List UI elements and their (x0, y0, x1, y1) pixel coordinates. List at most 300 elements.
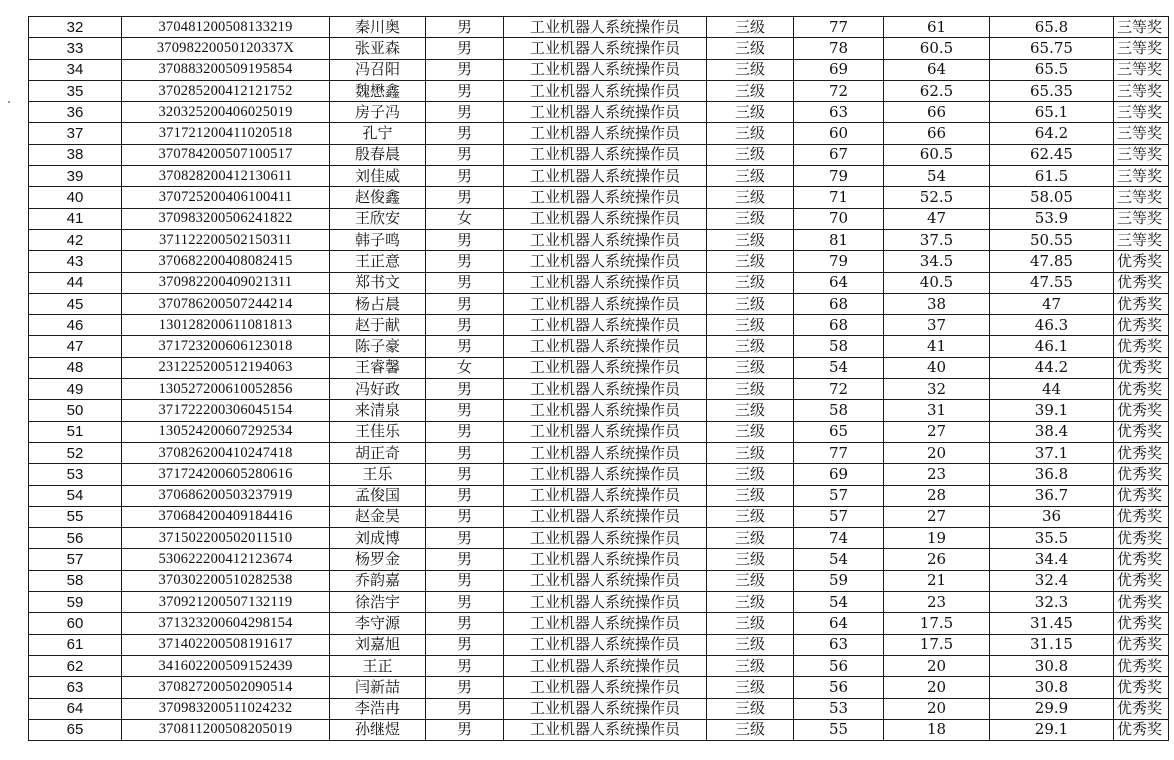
id-number-cell: 370828200412130611 (122, 166, 330, 187)
table-row (29, 144, 1169, 165)
award-cell: 优秀奖 (1114, 592, 1169, 613)
total-score-cell: 65.5 (990, 59, 1114, 80)
row-number-cell: 60 (29, 613, 122, 634)
name-cell: 李守源 (330, 613, 426, 634)
row-number-cell: 63 (29, 677, 122, 698)
total-score-cell: 36.8 (990, 464, 1114, 485)
occupation-cell: 工业机器人系统操作员 (504, 379, 707, 400)
gender-cell: 男 (426, 634, 504, 655)
level-cell: 三级 (707, 698, 794, 719)
score-1-cell: 64 (794, 613, 884, 634)
row-number-cell: 44 (29, 272, 122, 293)
score-2-cell: 47 (884, 208, 990, 229)
occupation-cell: 工业机器人系统操作员 (504, 38, 707, 59)
table-row (29, 379, 1169, 400)
award-cell: 优秀奖 (1114, 464, 1169, 485)
score-2-cell: 64 (884, 59, 990, 80)
score-1-cell: 68 (794, 315, 884, 336)
award-cell: 三等奖 (1114, 144, 1169, 165)
level-cell: 三级 (707, 655, 794, 676)
table-row (29, 677, 1169, 698)
score-2-cell: 20 (884, 698, 990, 719)
table-row (29, 506, 1169, 527)
occupation-cell: 工业机器人系统操作员 (504, 485, 707, 506)
score-1-cell: 67 (794, 144, 884, 165)
name-cell: 刘嘉旭 (330, 634, 426, 655)
row-number-cell: 41 (29, 208, 122, 229)
score-2-cell: 32 (884, 379, 990, 400)
gender-cell: 男 (426, 336, 504, 357)
table-row (29, 80, 1169, 101)
award-cell: 优秀奖 (1114, 613, 1169, 634)
gender-cell: 男 (426, 229, 504, 250)
score-2-cell: 31 (884, 400, 990, 421)
level-cell: 三级 (707, 123, 794, 144)
score-1-cell: 77 (794, 17, 884, 38)
score-2-cell: 66 (884, 123, 990, 144)
gender-cell: 男 (426, 485, 504, 506)
id-number-cell: 371323200604298154 (122, 613, 330, 634)
name-cell: 闫新喆 (330, 677, 426, 698)
name-cell: 刘成博 (330, 528, 426, 549)
score-2-cell: 17.5 (884, 634, 990, 655)
occupation-cell: 工业机器人系统操作员 (504, 293, 707, 314)
name-cell: 王正意 (330, 251, 426, 272)
gender-cell: 女 (426, 357, 504, 378)
occupation-cell: 工业机器人系统操作员 (504, 421, 707, 442)
level-cell: 三级 (707, 357, 794, 378)
total-score-cell: 31.15 (990, 634, 1114, 655)
id-number-cell: 370481200508133219 (122, 17, 330, 38)
row-number-cell: 43 (29, 251, 122, 272)
name-cell: 王乐 (330, 464, 426, 485)
row-number-cell: 40 (29, 187, 122, 208)
row-number-cell: 45 (29, 293, 122, 314)
occupation-cell: 工业机器人系统操作员 (504, 187, 707, 208)
score-1-cell: 65 (794, 421, 884, 442)
level-cell: 三级 (707, 421, 794, 442)
table-row (29, 315, 1169, 336)
award-cell: 优秀奖 (1114, 549, 1169, 570)
total-score-cell: 29.1 (990, 719, 1114, 740)
total-score-cell: 65.35 (990, 80, 1114, 101)
gender-cell: 男 (426, 528, 504, 549)
total-score-cell: 58.05 (990, 187, 1114, 208)
score-2-cell: 54 (884, 166, 990, 187)
score-2-cell: 34.5 (884, 251, 990, 272)
gender-cell: 男 (426, 464, 504, 485)
table-row (29, 634, 1169, 655)
score-2-cell: 40.5 (884, 272, 990, 293)
occupation-cell: 工业机器人系统操作员 (504, 549, 707, 570)
gender-cell: 男 (426, 80, 504, 101)
award-cell: 优秀奖 (1114, 442, 1169, 463)
name-cell: 胡正奇 (330, 442, 426, 463)
name-cell: 来清泉 (330, 400, 426, 421)
name-cell: 陈子豪 (330, 336, 426, 357)
row-number-cell: 35 (29, 80, 122, 101)
gender-cell: 男 (426, 379, 504, 400)
level-cell: 三级 (707, 464, 794, 485)
award-cell: 优秀奖 (1114, 677, 1169, 698)
award-cell: 三等奖 (1114, 208, 1169, 229)
occupation-cell: 工业机器人系统操作员 (504, 80, 707, 101)
score-1-cell: 63 (794, 102, 884, 123)
table-row (29, 166, 1169, 187)
occupation-cell: 工业机器人系统操作员 (504, 166, 707, 187)
table-row (29, 400, 1169, 421)
id-number-cell: 370684200409184416 (122, 506, 330, 527)
table-row (29, 655, 1169, 676)
score-1-cell: 79 (794, 251, 884, 272)
gender-cell: 男 (426, 613, 504, 634)
name-cell: 殷春晨 (330, 144, 426, 165)
score-2-cell: 41 (884, 336, 990, 357)
gender-cell: 男 (426, 677, 504, 698)
table-row (29, 592, 1169, 613)
name-cell: 房子冯 (330, 102, 426, 123)
table-row (29, 272, 1169, 293)
id-number-cell: 371502200502011510 (122, 528, 330, 549)
occupation-cell: 工业机器人系统操作员 (504, 272, 707, 293)
name-cell: 赵俊鑫 (330, 187, 426, 208)
award-cell: 优秀奖 (1114, 634, 1169, 655)
row-number-cell: 54 (29, 485, 122, 506)
score-2-cell: 66 (884, 102, 990, 123)
gender-cell: 男 (426, 506, 504, 527)
score-1-cell: 53 (794, 698, 884, 719)
award-cell: 优秀奖 (1114, 485, 1169, 506)
table-row (29, 485, 1169, 506)
occupation-cell: 工业机器人系统操作员 (504, 506, 707, 527)
score-1-cell: 63 (794, 634, 884, 655)
score-2-cell: 37 (884, 315, 990, 336)
table-row (29, 357, 1169, 378)
score-2-cell: 61 (884, 17, 990, 38)
table-row (29, 570, 1169, 591)
occupation-cell: 工业机器人系统操作员 (504, 464, 707, 485)
name-cell: 赵金昊 (330, 506, 426, 527)
total-score-cell: 36.7 (990, 485, 1114, 506)
award-cell: 三等奖 (1114, 38, 1169, 59)
gender-cell: 男 (426, 698, 504, 719)
row-number-cell: 42 (29, 229, 122, 250)
id-number-cell: 370983200506241822 (122, 208, 330, 229)
occupation-cell: 工业机器人系统操作员 (504, 315, 707, 336)
total-score-cell: 47 (990, 293, 1114, 314)
gender-cell: 男 (426, 144, 504, 165)
id-number-cell: 371721200411020518 (122, 123, 330, 144)
gender-cell: 男 (426, 17, 504, 38)
gender-cell: 男 (426, 59, 504, 80)
score-2-cell: 37.5 (884, 229, 990, 250)
row-number-cell: 59 (29, 592, 122, 613)
row-number-cell: 49 (29, 379, 122, 400)
total-score-cell: 31.45 (990, 613, 1114, 634)
total-score-cell: 65.75 (990, 38, 1114, 59)
level-cell: 三级 (707, 719, 794, 740)
occupation-cell: 工业机器人系统操作员 (504, 442, 707, 463)
score-2-cell: 20 (884, 442, 990, 463)
level-cell: 三级 (707, 592, 794, 613)
id-number-cell: 371122200502150311 (122, 229, 330, 250)
occupation-cell: 工业机器人系统操作员 (504, 698, 707, 719)
level-cell: 三级 (707, 187, 794, 208)
row-number-cell: 32 (29, 17, 122, 38)
score-1-cell: 56 (794, 655, 884, 676)
row-number-cell: 61 (29, 634, 122, 655)
level-cell: 三级 (707, 144, 794, 165)
award-cell: 三等奖 (1114, 229, 1169, 250)
id-number-cell: 370921200507132119 (122, 592, 330, 613)
occupation-cell: 工业机器人系统操作员 (504, 528, 707, 549)
gender-cell: 男 (426, 102, 504, 123)
total-score-cell: 44 (990, 379, 1114, 400)
total-score-cell: 47.55 (990, 272, 1114, 293)
score-1-cell: 72 (794, 80, 884, 101)
level-cell: 三级 (707, 272, 794, 293)
occupation-cell: 工业机器人系统操作员 (504, 677, 707, 698)
level-cell: 三级 (707, 251, 794, 272)
table-row (29, 613, 1169, 634)
award-cell: 三等奖 (1114, 123, 1169, 144)
award-cell: 三等奖 (1114, 17, 1169, 38)
occupation-cell: 工业机器人系统操作员 (504, 251, 707, 272)
award-cell: 三等奖 (1114, 102, 1169, 123)
row-number-cell: 64 (29, 698, 122, 719)
id-number-cell: 370883200509195854 (122, 59, 330, 80)
row-number-cell: 39 (29, 166, 122, 187)
name-cell: 孟俊国 (330, 485, 426, 506)
occupation-cell: 工业机器人系统操作员 (504, 208, 707, 229)
id-number-cell: 231225200512194063 (122, 357, 330, 378)
occupation-cell: 工业机器人系统操作员 (504, 592, 707, 613)
total-score-cell: 46.1 (990, 336, 1114, 357)
name-cell: 王欣安 (330, 208, 426, 229)
occupation-cell: 工业机器人系统操作员 (504, 357, 707, 378)
score-1-cell: 77 (794, 442, 884, 463)
total-score-cell: 65.1 (990, 102, 1114, 123)
total-score-cell: 36 (990, 506, 1114, 527)
name-cell: 王睿馨 (330, 357, 426, 378)
gender-cell: 男 (426, 400, 504, 421)
score-1-cell: 72 (794, 379, 884, 400)
level-cell: 三级 (707, 506, 794, 527)
level-cell: 三级 (707, 677, 794, 698)
score-1-cell: 79 (794, 166, 884, 187)
name-cell: 冯好政 (330, 379, 426, 400)
table-row (29, 251, 1169, 272)
level-cell: 三级 (707, 208, 794, 229)
id-number-cell: 530622200412123674 (122, 549, 330, 570)
score-1-cell: 58 (794, 336, 884, 357)
occupation-cell: 工业机器人系统操作员 (504, 570, 707, 591)
score-1-cell: 54 (794, 357, 884, 378)
table-row (29, 208, 1169, 229)
row-number-cell: 56 (29, 528, 122, 549)
score-2-cell: 20 (884, 677, 990, 698)
table-row (29, 229, 1169, 250)
award-cell: 优秀奖 (1114, 336, 1169, 357)
total-score-cell: 65.8 (990, 17, 1114, 38)
award-cell: 优秀奖 (1114, 251, 1169, 272)
row-number-cell: 55 (29, 506, 122, 527)
score-1-cell: 59 (794, 570, 884, 591)
score-2-cell: 38 (884, 293, 990, 314)
row-number-cell: 51 (29, 421, 122, 442)
table-row (29, 464, 1169, 485)
score-1-cell: 69 (794, 59, 884, 80)
row-number-cell: 34 (29, 59, 122, 80)
occupation-cell: 工业机器人系统操作员 (504, 655, 707, 676)
score-1-cell: 69 (794, 464, 884, 485)
score-2-cell: 23 (884, 592, 990, 613)
award-cell: 优秀奖 (1114, 315, 1169, 336)
score-2-cell: 60.5 (884, 38, 990, 59)
row-number-cell: 62 (29, 655, 122, 676)
score-2-cell: 40 (884, 357, 990, 378)
total-score-cell: 62.45 (990, 144, 1114, 165)
score-2-cell: 21 (884, 570, 990, 591)
total-score-cell: 64.2 (990, 123, 1114, 144)
id-number-cell: 370982200409021311 (122, 272, 330, 293)
award-cell: 优秀奖 (1114, 698, 1169, 719)
name-cell: 李浩冉 (330, 698, 426, 719)
score-1-cell: 58 (794, 400, 884, 421)
total-score-cell: 61.5 (990, 166, 1114, 187)
table-row (29, 102, 1169, 123)
award-cell: 优秀奖 (1114, 293, 1169, 314)
occupation-cell: 工业机器人系统操作员 (504, 400, 707, 421)
award-cell: 优秀奖 (1114, 272, 1169, 293)
total-score-cell: 32.3 (990, 592, 1114, 613)
occupation-cell: 工业机器人系统操作员 (504, 17, 707, 38)
row-number-cell: 57 (29, 549, 122, 570)
id-number-cell: 371402200508191617 (122, 634, 330, 655)
score-2-cell: 52.5 (884, 187, 990, 208)
gender-cell: 男 (426, 251, 504, 272)
row-number-cell: 58 (29, 570, 122, 591)
score-1-cell: 55 (794, 719, 884, 740)
scan-speck (8, 101, 10, 103)
occupation-cell: 工业机器人系统操作员 (504, 634, 707, 655)
id-number-cell: 370826200410247418 (122, 442, 330, 463)
row-number-cell: 37 (29, 123, 122, 144)
level-cell: 三级 (707, 613, 794, 634)
level-cell: 三级 (707, 38, 794, 59)
table-row (29, 719, 1169, 740)
score-1-cell: 68 (794, 293, 884, 314)
score-2-cell: 18 (884, 719, 990, 740)
gender-cell: 男 (426, 293, 504, 314)
total-score-cell: 35.5 (990, 528, 1114, 549)
level-cell: 三级 (707, 102, 794, 123)
row-number-cell: 48 (29, 357, 122, 378)
table-row (29, 421, 1169, 442)
gender-cell: 男 (426, 272, 504, 293)
results-table (28, 16, 1169, 741)
score-1-cell: 64 (794, 272, 884, 293)
row-number-cell: 65 (29, 719, 122, 740)
name-cell: 乔韵嘉 (330, 570, 426, 591)
award-cell: 优秀奖 (1114, 357, 1169, 378)
score-2-cell: 28 (884, 485, 990, 506)
level-cell: 三级 (707, 293, 794, 314)
row-number-cell: 33 (29, 38, 122, 59)
name-cell: 魏懋鑫 (330, 80, 426, 101)
award-cell: 优秀奖 (1114, 421, 1169, 442)
gender-cell: 男 (426, 655, 504, 676)
table-row (29, 187, 1169, 208)
occupation-cell: 工业机器人系统操作员 (504, 102, 707, 123)
score-1-cell: 70 (794, 208, 884, 229)
level-cell: 三级 (707, 80, 794, 101)
level-cell: 三级 (707, 442, 794, 463)
id-number-cell: 341602200509152439 (122, 655, 330, 676)
name-cell: 杨罗金 (330, 549, 426, 570)
id-number-cell: 371723200606123018 (122, 336, 330, 357)
name-cell: 孙继煜 (330, 719, 426, 740)
table-row (29, 698, 1169, 719)
award-cell: 优秀奖 (1114, 570, 1169, 591)
score-2-cell: 27 (884, 421, 990, 442)
name-cell: 孔宁 (330, 123, 426, 144)
table-row (29, 59, 1169, 80)
name-cell: 王正 (330, 655, 426, 676)
table-row (29, 38, 1169, 59)
name-cell: 秦川奥 (330, 17, 426, 38)
gender-cell: 男 (426, 421, 504, 442)
name-cell: 赵于献 (330, 315, 426, 336)
score-2-cell: 26 (884, 549, 990, 570)
score-2-cell: 62.5 (884, 80, 990, 101)
name-cell: 张亚森 (330, 38, 426, 59)
award-cell: 优秀奖 (1114, 719, 1169, 740)
award-cell: 三等奖 (1114, 80, 1169, 101)
gender-cell: 男 (426, 442, 504, 463)
gender-cell: 男 (426, 187, 504, 208)
occupation-cell: 工业机器人系统操作员 (504, 613, 707, 634)
score-1-cell: 57 (794, 485, 884, 506)
total-score-cell: 46.3 (990, 315, 1114, 336)
gender-cell: 男 (426, 592, 504, 613)
total-score-cell: 53.9 (990, 208, 1114, 229)
row-number-cell: 53 (29, 464, 122, 485)
name-cell: 徐浩宇 (330, 592, 426, 613)
total-score-cell: 30.8 (990, 655, 1114, 676)
score-1-cell: 54 (794, 549, 884, 570)
award-cell: 三等奖 (1114, 187, 1169, 208)
table-row (29, 336, 1169, 357)
score-1-cell: 71 (794, 187, 884, 208)
award-cell: 优秀奖 (1114, 506, 1169, 527)
award-cell: 优秀奖 (1114, 400, 1169, 421)
score-1-cell: 74 (794, 528, 884, 549)
occupation-cell: 工业机器人系统操作员 (504, 719, 707, 740)
level-cell: 三级 (707, 570, 794, 591)
score-1-cell: 57 (794, 506, 884, 527)
gender-cell: 男 (426, 549, 504, 570)
row-number-cell: 52 (29, 442, 122, 463)
level-cell: 三级 (707, 528, 794, 549)
id-number-cell: 37098220050120337X (122, 38, 330, 59)
id-number-cell: 370725200406100411 (122, 187, 330, 208)
table-row (29, 528, 1169, 549)
award-cell: 优秀奖 (1114, 655, 1169, 676)
total-score-cell: 37.1 (990, 442, 1114, 463)
award-cell: 三等奖 (1114, 166, 1169, 187)
id-number-cell: 370682200408082415 (122, 251, 330, 272)
